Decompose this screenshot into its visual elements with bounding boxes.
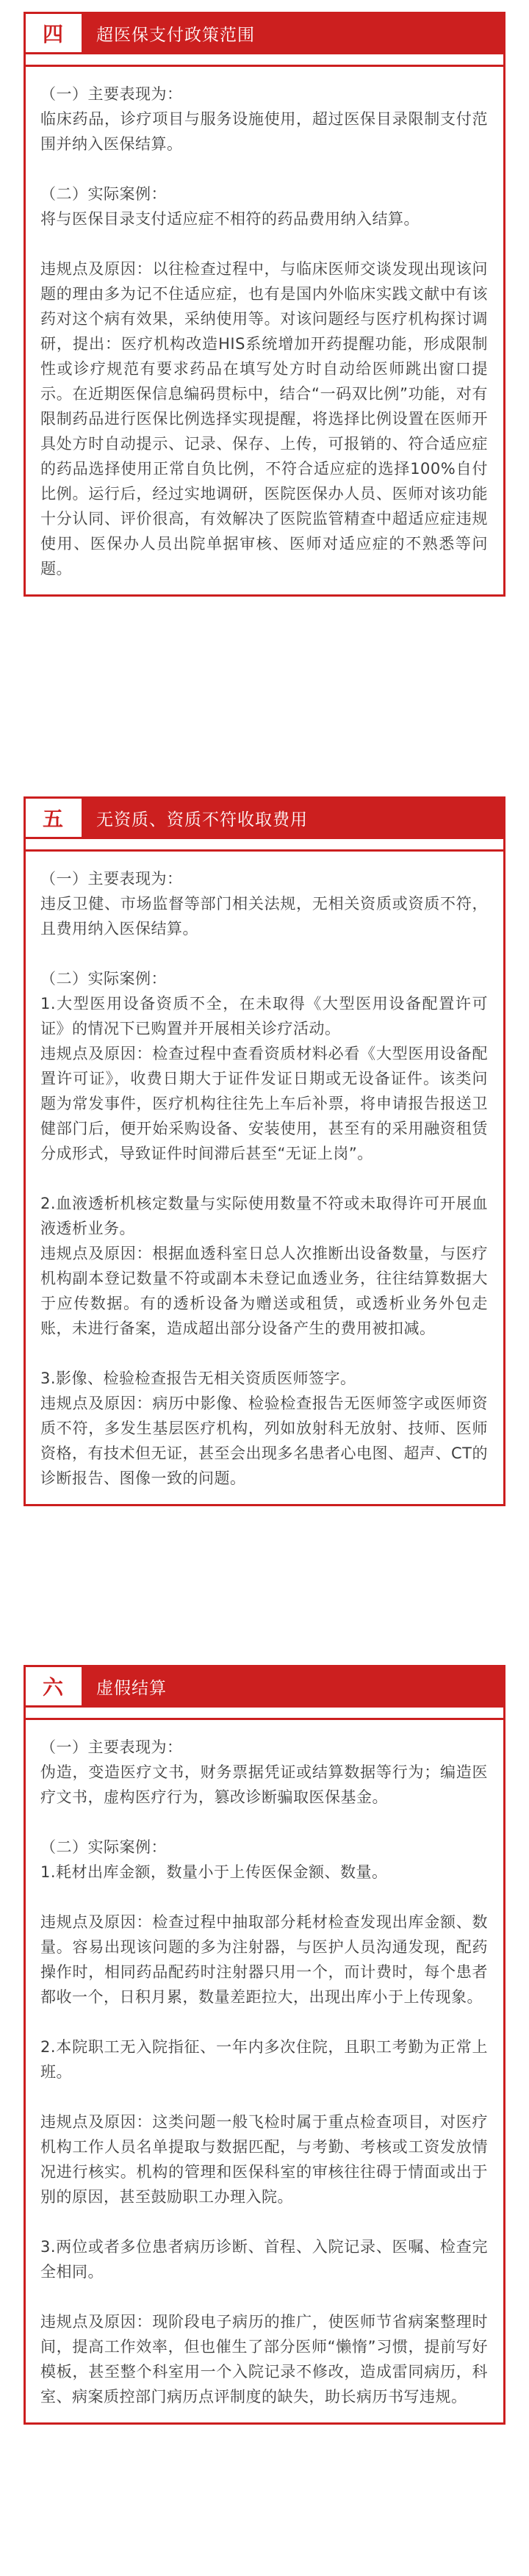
section-header <box>24 1665 505 1708</box>
section-content <box>24 1718 505 2425</box>
paragraph: 违规点及原因：根据血透科室日总人次推断出设备数量，与医疗机构副本登记数量不符或副本未登记血透业务，往往结算数据大于应传数据。有的透析设备为赠送或租赁，或透析业务外包走账，未进行备案，造成超出部分设备产生的费用被扣减。 <box>40 1245 488 1337</box>
subheading: （二）实际案例： <box>40 1838 167 1856</box>
section-number: 四 <box>26 14 82 52</box>
paragraph: 临床药品，诊疗项目与服务设施使用，超过医保目录限制支付范围并纳入医保结算。 <box>40 110 488 153</box>
case-item: 3.两位或者多位患者病历诊断、首程、入院记录、医嘱、检查完全相同。 <box>40 2238 488 2281</box>
paragraph: 违规点及原因：以往检查过程中，与临床医师交谈发现出现该问题的理由多为记不住适应症，也有是国内外临床实践文献中有该药对这个病有效果，采纳使用等。对该问题经与医疗机构探讨调研，提出：医疗机构改造HIS系统增加开药提醒功能，形成限制性或诊疗规范有要求药品在填写处方时自动给医师跳出窗口提示。在近期医保信息编码贯标中，结合“一码双比例”功能，对有限制药品进行医保比例选择实现提醒，将选择比例设置在医师开具处方时自动提示、记录、保存、上传，可报销的、符合适应症的药品选择使用正常自负比例，不符合适应症的选择100%自付比例。运行后，经过实地调研，医院医保办人员、医师对该功能十分认同、评价很高，有效解决了医院监管精查中超适应症违规使用、医保办人员出院单据审核、医师对适应症的不熟悉等问题。 <box>40 260 488 578</box>
case-item: 2.血液透析机核定数量与实际使用数量不符或未取得许可开展血液透析业务。 <box>40 1195 488 1237</box>
paragraph: 将与医保目录支付适应症不相符的药品费用纳入结算。 <box>40 210 420 228</box>
subheading: （一）主要表现为： <box>40 1738 183 1756</box>
section-content <box>24 849 505 1506</box>
paragraph: 违反卫健、市场监督等部门相关法规，无相关资质或资质不符，且费用纳入医保结算。 <box>40 895 488 938</box>
section-5 <box>24 796 505 1506</box>
subheading: （二）实际案例： <box>40 970 167 987</box>
case-item: 3.影像、检验检查报告无相关资质医师签字。 <box>40 1370 356 1387</box>
paragraph: 违规点及原因：现阶段电子病历的推广，使医师节省病案整理时间，提高工作效率，但也催生了部分医师“懒惰”习惯，提前写好模板，甚至整个科室用一个入院记录不修改，造成雷同病历，科室、病案质控部门病历点评制度的缺失，助长病历书写违规。 <box>40 2313 488 2406</box>
section-title: 虚假结算 <box>96 1678 167 1698</box>
paragraph: 伪造，变造医疗文书，财务票据凭证或结算数据等行为；编造医疗文书，虚构医疗行为，篡改诊断骗取医保基金。 <box>40 1763 488 1806</box>
paragraph: 违规点及原因：检查过程中查看资质材料必看《大型医用设备配置许可证》，收费日期大于证件发证日期或无设备证件。该类问题为常发事件，医疗机构往往先上车后补票，将申请报告报送卫健部门后，便开始采购设备、安装使用，甚至有的采用融资租赁分成形式，导致证件时间滞后甚至“无证上岗”。 <box>40 1045 488 1162</box>
section-6 <box>24 1665 505 2425</box>
case-item: 1.耗材出库金额，数量小于上传医保金额、数量。 <box>40 1863 388 1881</box>
section-header <box>24 796 505 839</box>
section-4 <box>24 12 505 597</box>
case-item: 2.本院职工无入院指征、一年内多次住院，且职工考勤为正常上班。 <box>40 2038 488 2081</box>
case-item: 1.大型医用设备资质不全，在未取得《大型医用设备配置许可证》的情况下已购置并开展相关诊疗活动。 <box>40 995 488 1037</box>
section-number: 五 <box>26 799 82 837</box>
section-number: 六 <box>26 1667 82 1705</box>
section-title: 超医保支付政策范围 <box>96 25 255 45</box>
paragraph: 违规点及原因：这类问题一般飞检时属于重点检查项目，对医疗机构工作人员名单提取与数据匹配，与考勤、考核或工资发放情况进行核实。机构的管理和医保科室的审核往往碍于情面或出于别的原因，甚至鼓励职工办理入院。 <box>40 2113 488 2206</box>
paragraph: 违规点及原因：病历中影像、检验检查报告无医师签字或医师资质不符，多发生基层医疗机构，列如放射科无放射、技师、医师资格，有技术但无证，甚至会出现多名患者心电图、超声、CT的诊断报告、图像一致的问题。 <box>40 1395 488 1487</box>
subheading: （二）实际案例： <box>40 185 167 203</box>
section-title: 无资质、资质不符收取费用 <box>96 810 308 830</box>
section-header <box>24 12 505 54</box>
section-content <box>24 65 505 597</box>
paragraph: 违规点及原因：检查过程中抽取部分耗材检查发现出库金额、数量。容易出现该问题的多为注射器，与医护人员沟通发现，配药操作时，相同药品配药时注射器只用一个，而计费时，每个患者都收一个，日积月累，数量差距拉大，出现出库小于上传现象。 <box>40 1913 488 2006</box>
subheading: （一）主要表现为： <box>40 870 183 888</box>
subheading: （一）主要表现为： <box>40 85 183 103</box>
